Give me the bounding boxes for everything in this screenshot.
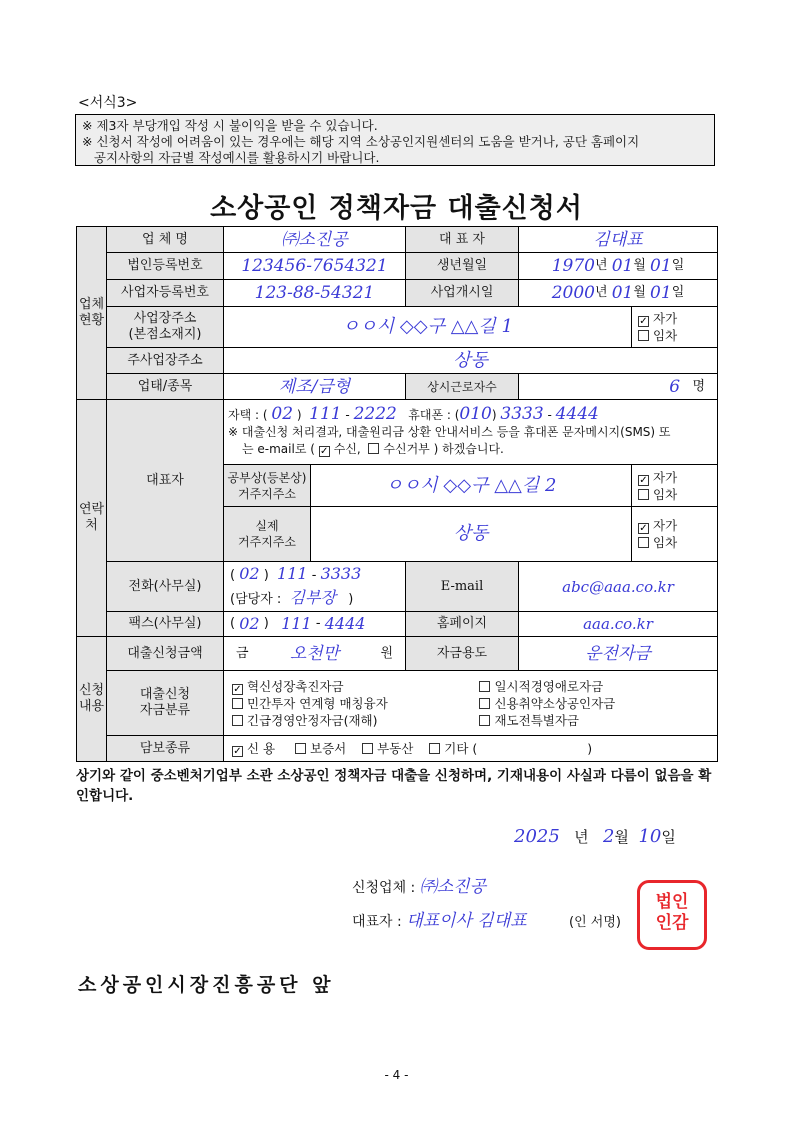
- phone-sms-block: [223, 399, 718, 465]
- checkbox-checked-icon[interactable]: ✓: [320, 446, 329, 457]
- fund-type-option[interactable]: [479, 712, 579, 729]
- corporate-seal-stamp: [637, 880, 707, 950]
- business-start-label: 사업개시일: [405, 279, 519, 307]
- section-label-contact: 연락 처: [76, 399, 107, 637]
- checkbox-icon[interactable]: [368, 443, 379, 454]
- option-label: 임차: [653, 486, 678, 502]
- birth-date-value[interactable]: [518, 252, 718, 280]
- collateral-credit-label: 신 용: [247, 740, 276, 756]
- checkbox-checked-icon: ✓: [639, 523, 648, 534]
- business-address-label: 사업장주소 (본점소재지): [106, 306, 224, 348]
- fund-type-option[interactable]: [232, 695, 388, 712]
- homepage-value[interactable]: aaa.co.kr: [518, 611, 718, 637]
- fund-type-option[interactable]: [479, 695, 615, 712]
- option-rent[interactable]: [638, 534, 677, 551]
- checkbox-checked-icon: ✓: [639, 474, 648, 486]
- checkbox-icon: [362, 743, 373, 754]
- office-phone-part2: 3333: [320, 563, 362, 583]
- office-phone-part1: 111: [277, 563, 308, 583]
- notice-box: [75, 114, 715, 166]
- collateral-close-paren: ): [587, 740, 593, 756]
- collateral-guarantee[interactable]: [295, 741, 346, 757]
- fund-type-label-text: 혁신성장촉진자금: [247, 678, 344, 694]
- signer-line: [352, 906, 621, 931]
- mobile-part2[interactable]: 4444: [555, 404, 599, 424]
- page-number: - 4 -: [384, 1068, 409, 1082]
- signer-label: 대표자 :: [352, 914, 402, 930]
- unit-month: 월: [633, 285, 646, 300]
- collateral-other-label: 기타 (: [444, 740, 478, 756]
- applicant-value[interactable]: ㈜소진공: [419, 877, 486, 897]
- checkbox-checked-icon: ✓: [233, 745, 242, 757]
- company-name-label: 업 체 명: [106, 226, 224, 253]
- option-label: 임차: [653, 535, 678, 550]
- option-label: 자가: [653, 518, 678, 533]
- checkbox-icon: [479, 715, 490, 726]
- business-start-value[interactable]: [518, 279, 718, 307]
- date-month-unit: 월: [614, 828, 629, 846]
- corp-reg-number-value[interactable]: 123456-7654321: [223, 252, 406, 280]
- fund-type-column-right: [473, 678, 717, 729]
- date-year: 2025: [514, 826, 560, 847]
- fund-type-label: 대출신청 자금분류: [106, 670, 224, 736]
- industry-label: 업태/종목: [106, 373, 224, 400]
- birth-year: 1970: [551, 256, 595, 276]
- amount-prefix: 금: [236, 645, 249, 661]
- checkbox-icon: [638, 537, 649, 548]
- option-own[interactable]: [638, 310, 677, 327]
- application-form-table: [76, 226, 718, 762]
- checkbox-icon: [295, 743, 306, 754]
- registered-address-value[interactable]: ㅇㅇ시 ◇◇구 △△길 2: [310, 464, 632, 507]
- option-label: 임차: [653, 328, 678, 343]
- open-month: 01: [611, 283, 634, 303]
- company-name-value[interactable]: ㈜소진공: [223, 226, 406, 253]
- office-phone-value[interactable]: [223, 561, 406, 612]
- date-day-unit: 일: [661, 828, 676, 846]
- sms-notice-text: 는 e-mail로 (: [242, 442, 315, 456]
- unit-day: 일: [671, 258, 685, 273]
- document-title: 소상공인 정책자금 대출신청서: [210, 193, 583, 224]
- home-phone-part1[interactable]: 111: [309, 404, 342, 424]
- actual-ownership-options: [631, 506, 718, 562]
- manager-value: 김부장: [289, 587, 336, 607]
- section-label-company: 업체 현황: [76, 226, 107, 400]
- fund-type-label-text: 신용취약소상공인자금: [494, 695, 616, 711]
- notice-line: 공지사항의 자금별 작성예시를 활용하시기 바랍니다.: [82, 150, 380, 165]
- date-year-unit: 년: [574, 828, 589, 846]
- notice-line: ※ 제3자 부당개입 작성 시 불이익을 받을 수 있습니다.: [82, 118, 378, 133]
- fund-type-label-text: 일시적경영애로자금: [494, 678, 604, 694]
- office-area-code: 02: [239, 563, 260, 583]
- birth-date-label: 생년월일: [405, 252, 519, 280]
- amount-text: 오천만: [289, 643, 340, 664]
- checkbox-icon: [479, 681, 490, 692]
- option-label: 자가: [653, 311, 678, 326]
- loan-amount-label: 대출신청금액: [106, 636, 224, 671]
- date-day: 10: [638, 826, 662, 847]
- fund-type-option[interactable]: [232, 712, 378, 729]
- homepage-label: 홈페이지: [405, 611, 519, 637]
- unit-year: 년: [595, 285, 608, 300]
- checkbox-icon: [638, 489, 649, 500]
- checkbox-icon: [638, 330, 649, 341]
- option-own[interactable]: [638, 469, 677, 486]
- manager-label: (담당자 :: [230, 591, 282, 607]
- biz-reg-number-label: 사업자등록번호: [106, 279, 224, 307]
- checkbox-icon: [429, 743, 440, 754]
- application-date[interactable]: [514, 826, 676, 847]
- home-area-code[interactable]: 02: [271, 404, 294, 424]
- main-address-value[interactable]: 상동: [223, 347, 718, 374]
- open-day: 01: [650, 283, 672, 303]
- employees-label: 상시근로자수: [405, 373, 519, 400]
- email-value[interactable]: abc@aaa.co.kr: [518, 561, 718, 612]
- unit-month: 월: [633, 258, 646, 273]
- signer-value[interactable]: 대표이사 김대표: [406, 911, 527, 931]
- collateral-options: [223, 735, 718, 762]
- section-label-application: 신청 내용: [76, 636, 107, 762]
- collateral-credit[interactable]: [232, 741, 275, 757]
- contact-representative-label: 대표자: [106, 399, 224, 562]
- employees-unit: 명: [692, 378, 705, 394]
- birth-month: 01: [611, 256, 634, 276]
- home-phone-prefix: 자택 : (: [228, 408, 268, 422]
- fund-type-option[interactable]: [232, 678, 344, 695]
- unit-day: 일: [671, 285, 685, 300]
- option-own[interactable]: [638, 517, 677, 534]
- option-rent[interactable]: [638, 486, 677, 503]
- fund-purpose-value[interactable]: 운전자금: [518, 636, 718, 671]
- sms-notice-line2: [228, 441, 504, 458]
- collateral-guarantee-label: 보증서: [310, 740, 347, 756]
- sms-notice-line1: ※ 대출신청 처리결과, 대출원리금 상환 안내서비스 등을 휴대폰 문자메시지(SMS) 또: [228, 425, 671, 439]
- fax-value[interactable]: ( 02 ) 111 - 4444: [223, 611, 406, 637]
- unit-year: 년: [595, 258, 608, 273]
- applicant-label: 신청업체 :: [352, 880, 416, 896]
- collateral-realestate[interactable]: [362, 741, 413, 757]
- notice-line: ※ 신청서 작성에 어려움이 있는 경우에는 해당 지역 소상공인지원센터의 도움을 받거나, 공단 홈페이지: [82, 134, 640, 149]
- collateral-realestate-label: 부동산: [377, 740, 414, 756]
- phone-line: 자택 : ( 02 ) 111 - 2222 휴대폰 : (010) 3333 - 4444: [228, 404, 599, 424]
- checkbox-checked-icon: ✓: [639, 316, 648, 327]
- representative-value[interactable]: 김대표: [518, 226, 718, 253]
- addressee: 소상공인시장진흥공단 앞: [78, 974, 335, 996]
- date-month: 2: [602, 826, 615, 847]
- fax-part2: 4444: [324, 614, 366, 633]
- fund-type-options: [223, 670, 718, 736]
- fund-purpose-label: 자금용도: [405, 636, 519, 671]
- employees-value[interactable]: [518, 373, 718, 400]
- representative-label: 대 표 자: [405, 226, 519, 253]
- sms-refuse-label: 수신거부 ) 하겠습니다.: [383, 442, 504, 456]
- loan-amount-value[interactable]: [223, 636, 406, 671]
- registered-address-label: 공부상(등본상) 거주지주소: [223, 464, 311, 507]
- main-address-label: 주사업장주소: [106, 347, 224, 374]
- actual-address-label: 실제 거주지주소: [223, 506, 311, 562]
- amount-unit: 원: [380, 645, 393, 661]
- mobile-area-code[interactable]: 010: [459, 404, 492, 424]
- fax-label: 팩스(사무실): [106, 611, 224, 637]
- sms-agree-label: 수신,: [333, 442, 361, 456]
- fax-area-code: 02: [239, 614, 260, 633]
- form-number-label: <서식3>: [78, 95, 138, 111]
- fund-type-option[interactable]: [479, 678, 603, 695]
- option-label: 자가: [653, 469, 678, 485]
- industry-value[interactable]: 제조/금형: [223, 373, 406, 400]
- checkbox-icon: [232, 698, 243, 709]
- option-rent[interactable]: [638, 327, 677, 344]
- employees-number: 6: [669, 376, 681, 397]
- business-address-value[interactable]: ㅇㅇ시 ◇◇구 △△길 1: [223, 306, 632, 348]
- birth-day: 01: [650, 256, 672, 276]
- office-phone-line: ( 02 ) 111 - 3333: [230, 563, 362, 583]
- fund-type-column-left: [224, 678, 473, 729]
- fund-type-label-text: 긴급경영안정자금(재해): [247, 712, 378, 728]
- manager-line: (담당자 : 김부장 ): [230, 587, 354, 607]
- seal-note: (인 서명): [569, 915, 621, 930]
- office-phone-label: 전화(사무실): [106, 561, 224, 612]
- corp-reg-number-label: 법인등록번호: [106, 252, 224, 280]
- business-ownership-options: [631, 306, 718, 348]
- checkbox-icon: [479, 698, 490, 709]
- seal-text: 법인 인감: [655, 892, 689, 933]
- biz-reg-number-value[interactable]: 123-88-54321: [223, 279, 406, 307]
- mobile-prefix: 휴대폰 : (: [408, 408, 460, 422]
- checkbox-checked-icon: ✓: [233, 683, 242, 695]
- open-year: 2000: [551, 283, 595, 303]
- mobile-part1[interactable]: 3333: [500, 404, 544, 424]
- fax-part1: 111: [281, 614, 312, 633]
- collateral-label: 담보종류: [106, 735, 224, 762]
- fund-type-label-text: 민간투자 연계형 매칭융자: [247, 695, 388, 711]
- registered-ownership-options: [631, 464, 718, 507]
- declaration-text: 상기와 같이 중소벤처기업부 소관 소상공인 정책자금 대출을 신청하며, 기재내용이 사실과 다름이 없음을 확인합니다.: [76, 768, 712, 804]
- checkbox-icon: [232, 715, 243, 726]
- actual-address-value[interactable]: 상동: [310, 506, 632, 562]
- applicant-line: [352, 872, 486, 897]
- email-label: E-mail: [405, 561, 519, 612]
- collateral-other[interactable]: [429, 741, 477, 757]
- fund-type-label-text: 재도전특별자금: [494, 712, 580, 728]
- home-phone-part2[interactable]: 2222: [353, 404, 397, 424]
